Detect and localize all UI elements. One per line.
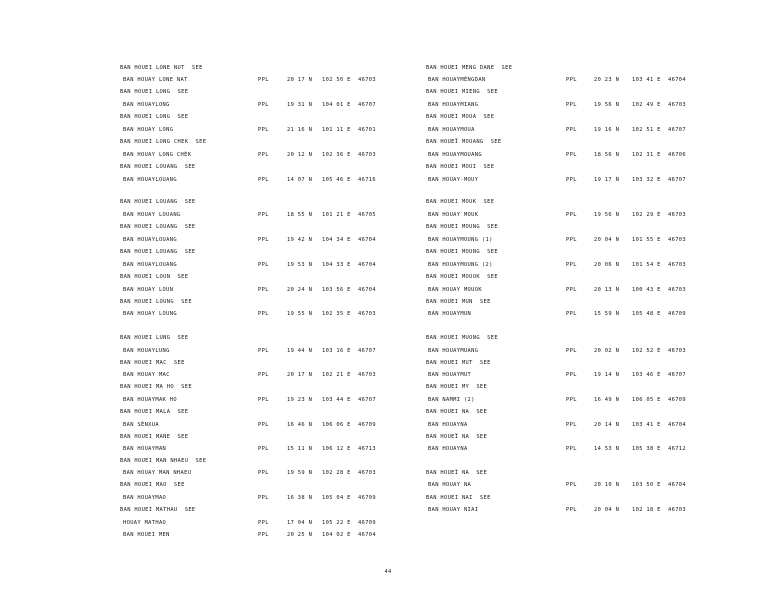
entry-lon: 104 02 E <box>322 532 351 538</box>
entry-name: BAN HOUEI MAN NHAEU SEE <box>120 458 207 464</box>
entry-name: BAN HOUEI MY SEE <box>426 384 488 390</box>
entry-name: BAN HOUEI MOUNG SEE <box>426 224 498 230</box>
entry-lat: 19 14 N <box>594 372 620 378</box>
entry-name: BAN HOUAYMÈNGDAN <box>428 77 486 83</box>
entry-lat: 16 49 N <box>594 397 620 403</box>
entry-lon: 102 18 E <box>632 507 661 513</box>
entry-type: PPL <box>258 422 269 428</box>
cross-reference-row <box>0 432 488 442</box>
entry-name: BAN HOUAYLOUANG <box>123 177 177 183</box>
entry-code: 46704 <box>358 287 376 293</box>
cross-reference-row <box>0 137 502 147</box>
entry-name: BAN HOUEI LONG SEE <box>120 114 189 120</box>
entry-type: PPL <box>566 77 577 83</box>
entry-type: PPL <box>566 102 577 108</box>
entry-lon: 102 36 E <box>322 152 351 158</box>
entry-name: BAN HOUEI MALA SEE <box>120 409 189 415</box>
entry-lon: 106 06 E <box>322 422 351 428</box>
entry-type: PPL <box>566 348 577 354</box>
entry-code: 46703 <box>358 152 376 158</box>
entry-lat: 19 44 N <box>287 348 313 354</box>
entry-name: BAN HOUAY-MOUY <box>428 177 479 183</box>
entry-name: BAN HOUEI MUN SEE <box>426 299 491 305</box>
entry-lon: 102 29 E <box>632 212 661 218</box>
entry-name: BAN SÈNXUA <box>123 422 159 428</box>
entry-lon: 101 21 E <box>322 212 351 218</box>
entry-code: 46713 <box>358 446 376 452</box>
entry-name: BAN HOUEI MA HO SEE <box>120 384 192 390</box>
entry-code: 46703 <box>668 262 686 268</box>
entry-lat: 16 38 N <box>287 495 313 501</box>
entry-name: BAN HOUAYMOUNG (1) <box>428 237 493 243</box>
entry-code: 46703 <box>358 311 376 317</box>
gazetteer-entry-row <box>0 260 686 270</box>
entry-name: BAN HOUEI MAO SEE <box>120 482 185 488</box>
entry-lat: 20 02 N <box>594 348 620 354</box>
entry-lat: 19 23 N <box>287 397 313 403</box>
entry-name: BAN HOUEI MENG DANE SEE <box>426 65 513 71</box>
entry-name: BAN HOUAY NIAI <box>428 507 479 513</box>
entry-name: BAN NAMMI (2) <box>428 397 475 403</box>
entry-code: 46703 <box>358 77 376 83</box>
entry-lat: 20 25 N <box>287 532 313 538</box>
entry-type: PPL <box>258 532 269 538</box>
gazetteer-entry-row <box>0 100 686 110</box>
entry-code: 46703 <box>668 348 686 354</box>
entry-name: BAN HOUEI LOUANG SEE <box>120 249 196 255</box>
gazetteer-entry-row <box>0 150 686 160</box>
entry-name: BAN HOUEI MIENG SEE <box>426 89 498 95</box>
entry-name: BAN HOUEI MOUOK SEE <box>426 274 498 280</box>
entry-name: BAN HOUEI MOUK SEE <box>426 199 495 205</box>
entry-lon: 102 28 E <box>322 470 351 476</box>
entry-name: BAN HOUEI MEN <box>123 532 170 538</box>
entry-lon: 102 31 E <box>632 152 661 158</box>
entry-lat: 19 17 N <box>594 177 620 183</box>
entry-type: PPL <box>258 152 269 158</box>
entry-lon: 103 56 E <box>322 287 351 293</box>
entry-code: 46703 <box>358 470 376 476</box>
entry-code: 46707 <box>358 397 376 403</box>
entry-name: BAN HOUEI LOUANG SEE <box>120 224 196 230</box>
entry-code: 46703 <box>668 287 686 293</box>
entry-lon: 103 41 E <box>632 422 661 428</box>
entry-lat: 19 56 N <box>594 212 620 218</box>
entry-code: 46709 <box>358 495 376 501</box>
entry-lat: 19 55 N <box>287 311 313 317</box>
entry-code: 46703 <box>668 102 686 108</box>
entry-lat: 19 42 N <box>287 237 313 243</box>
entry-lon: 101 55 E <box>632 237 661 243</box>
gazetteer-entry-row <box>0 395 686 405</box>
entry-name: BAN HOUEI LONE NUT SEE <box>120 65 203 71</box>
entry-name: BAN HOUAY NA <box>428 482 472 488</box>
entry-lat: 14 53 N <box>594 446 620 452</box>
entry-name: BAN HOUAYLUNG <box>123 348 170 354</box>
entry-lat: 20 06 N <box>594 262 620 268</box>
cross-reference-row <box>0 493 491 503</box>
entry-name: BAN HOUEÏ MOUANG SEE <box>426 139 502 145</box>
entry-name: BAN HOUAYMAK HO <box>123 397 177 403</box>
entry-lat: 18 55 N <box>287 212 313 218</box>
entry-name: BAN HOUAY MAN NHAEU <box>123 470 192 476</box>
entry-type: PPL <box>566 482 577 488</box>
entry-name: BAN HOUAY LOUANG <box>123 212 181 218</box>
entry-lon: 101 54 E <box>632 262 661 268</box>
entry-name: BAN HOUEI NA SEE <box>426 409 488 415</box>
entry-type: PPL <box>566 397 577 403</box>
gazetteer-entry-row <box>0 346 686 356</box>
cross-reference-row <box>0 358 491 368</box>
entry-name: BAN HOUAYNA <box>428 422 468 428</box>
entry-name: BAN HOUAYLOUANG <box>123 237 177 243</box>
entry-name: BAN HOUEI MAC SEE <box>120 360 185 366</box>
entry-code: 46716 <box>358 177 376 183</box>
entry-name: BAN HOUEI MATHAU SEE <box>120 507 196 513</box>
entry-name: BAN HOUEI LONG SEE <box>120 89 189 95</box>
entry-lon: 105 38 E <box>632 446 661 452</box>
cross-reference-row <box>0 197 495 207</box>
entry-code: 46703 <box>668 507 686 513</box>
entry-code: 46709 <box>358 520 376 526</box>
entry-lon: 103 46 E <box>632 372 661 378</box>
entry-lat: 20 04 N <box>594 237 620 243</box>
entry-name: BAN HOUEI MUONG SEE <box>426 335 498 341</box>
entry-type: PPL <box>258 237 269 243</box>
entry-type: PPL <box>258 212 269 218</box>
entry-lat: 19 53 N <box>287 262 313 268</box>
entry-name: BAN HOUAY LOUNG <box>123 311 177 317</box>
entry-name: BAN HOUAYMUANG <box>428 348 479 354</box>
entry-lat: 19 56 N <box>594 102 620 108</box>
cross-reference-row <box>0 333 498 343</box>
gazetteer-entry-row <box>0 75 686 85</box>
entry-code: 46706 <box>668 152 686 158</box>
entry-name: BAN HOUAYMIANG <box>428 102 479 108</box>
entry-name: BAN HOUAYMOUANG <box>428 152 482 158</box>
entry-type: PPL <box>258 262 269 268</box>
entry-name: BAN HOUAY LONG CHÈK <box>123 152 192 158</box>
gazetteer-entry-row <box>0 125 686 135</box>
entry-lat: 19 16 N <box>594 127 620 133</box>
gazetteer-entry-row <box>0 420 686 430</box>
entry-name: BAN HOUEI LOUANG SEE <box>120 199 196 205</box>
entry-lat: 15 11 N <box>287 446 313 452</box>
entry-lon: 103 32 E <box>632 177 661 183</box>
entry-type: PPL <box>258 495 269 501</box>
cross-reference-row <box>0 222 498 232</box>
entry-name: BAN HOUAYMOUA <box>428 127 475 133</box>
gazetteer-entry-row <box>0 175 686 185</box>
entry-code: 46703 <box>358 372 376 378</box>
gazetteer-entry-row <box>0 210 686 220</box>
entry-type: PPL <box>566 372 577 378</box>
entry-name: BAN HOUAY LOUN <box>123 287 174 293</box>
entry-lat: 19 31 N <box>287 102 313 108</box>
entry-lat: 17 04 N <box>287 520 313 526</box>
entry-name: BAN HOUEI LUNG SEE <box>120 335 189 341</box>
entry-lat: 20 23 N <box>594 77 620 83</box>
entry-lon: 102 35 E <box>322 311 351 317</box>
entry-type: PPL <box>258 520 269 526</box>
entry-type: PPL <box>258 311 269 317</box>
entry-type: PPL <box>258 470 269 476</box>
entry-type: PPL <box>258 397 269 403</box>
entry-lon: 104 01 E <box>322 102 351 108</box>
cross-reference-row <box>0 112 495 122</box>
cross-reference-row <box>0 87 498 97</box>
entry-type: PPL <box>566 507 577 513</box>
entry-lat: 20 13 N <box>594 287 620 293</box>
entry-code: 46707 <box>668 127 686 133</box>
cross-reference-row <box>0 468 488 478</box>
entry-code: 46704 <box>668 77 686 83</box>
entry-type: PPL <box>566 262 577 268</box>
entry-name: BAN HOUAY LONG <box>123 127 174 133</box>
cross-reference-row <box>0 272 498 282</box>
entry-lat: 20 04 N <box>594 507 620 513</box>
entry-type: PPL <box>566 212 577 218</box>
entry-lat: 20 17 N <box>287 372 313 378</box>
entry-code: 46709 <box>358 422 376 428</box>
entry-code: 46704 <box>668 422 686 428</box>
entry-type: PPL <box>258 372 269 378</box>
entry-lat: 21 16 N <box>287 127 313 133</box>
entry-lat: 20 24 N <box>287 287 313 293</box>
cross-reference-row <box>0 297 491 307</box>
entry-code: 46709 <box>668 311 686 317</box>
gazetteer-entry-row <box>0 235 686 245</box>
entry-type: PPL <box>258 77 269 83</box>
entry-type: PPL <box>258 348 269 354</box>
cross-reference-row <box>0 382 488 392</box>
entry-lat: 19 59 N <box>287 470 313 476</box>
gazetteer-entry-row <box>0 309 686 319</box>
entry-code: 46703 <box>668 237 686 243</box>
entry-lon: 103 41 E <box>632 77 661 83</box>
entry-lat: 20 17 N <box>287 77 313 83</box>
entry-lon: 102 21 E <box>322 372 351 378</box>
entry-type: PPL <box>566 237 577 243</box>
entry-lat: 18 56 N <box>594 152 620 158</box>
page-number: 44 <box>384 569 392 575</box>
entry-name: BAN HOUAY MOUOK <box>428 287 482 293</box>
entry-code: 46712 <box>668 446 686 452</box>
entry-code: 46707 <box>358 348 376 354</box>
entry-name: BAN HOUAYMAN <box>123 446 167 452</box>
entry-name: BAN HOUAYMAO <box>123 495 167 501</box>
entry-lat: 20 14 N <box>594 422 620 428</box>
entry-lon: 105 22 E <box>322 520 351 526</box>
entry-code: 46703 <box>668 212 686 218</box>
entry-type: PPL <box>566 177 577 183</box>
entry-name: HOUAY MATHAO <box>123 520 167 526</box>
entry-code: 46704 <box>358 237 376 243</box>
entry-lat: 16 46 N <box>287 422 313 428</box>
entry-name: BAN HOUAY MAC <box>123 372 170 378</box>
entry-lat: 15 59 N <box>594 311 620 317</box>
entry-name: BAN HOUEI MUT SEE <box>426 360 491 366</box>
entry-code: 46704 <box>668 482 686 488</box>
entry-name: BAN HOUEI MOUNG SEE <box>426 249 498 255</box>
entry-lon: 103 50 E <box>632 482 661 488</box>
entry-name: BAN HOUAYMOUNG (2) <box>428 262 493 268</box>
gazetteer-entry-row <box>0 285 686 295</box>
entry-lon: 103 44 E <box>322 397 351 403</box>
entry-name: BAN HOUAYMUN <box>428 311 472 317</box>
entry-lon: 100 43 E <box>632 287 661 293</box>
entry-name: BAN HOUEI LOUNG SEE <box>120 299 192 305</box>
entry-name: BAN HOUEI LOUANG SEE <box>120 164 196 170</box>
entry-name: BAN HOUAYLONG <box>123 102 170 108</box>
entry-lon: 106 05 E <box>632 397 661 403</box>
entry-lon: 105 04 E <box>322 495 351 501</box>
cross-reference-row <box>0 407 488 417</box>
entry-name: BAN HOUAY MOUK <box>428 212 479 218</box>
entry-code: 46705 <box>358 212 376 218</box>
entry-name: BAN HOUEÏ NA SEE <box>426 434 488 440</box>
entry-type: PPL <box>566 152 577 158</box>
gazetteer-entry-row <box>0 444 686 454</box>
entry-name: BAN HOUEÏ NA SEE <box>426 470 488 476</box>
entry-name: BAN HOUEI NAI SEE <box>426 495 491 501</box>
entry-type: PPL <box>566 127 577 133</box>
entry-code: 46701 <box>358 127 376 133</box>
entry-lon: 102 51 E <box>632 127 661 133</box>
entry-code: 46707 <box>668 372 686 378</box>
entry-code: 46704 <box>358 532 376 538</box>
entry-lon: 104 34 E <box>322 237 351 243</box>
entry-name: BAN HOUAYMUT <box>428 372 472 378</box>
entry-type: PPL <box>566 311 577 317</box>
entry-lat: 20 12 N <box>287 152 313 158</box>
entry-lon: 104 33 E <box>322 262 351 268</box>
entry-type: PPL <box>258 287 269 293</box>
entry-lon: 103 16 E <box>322 348 351 354</box>
gazetteer-entry-row <box>0 480 686 490</box>
entry-lon: 102 49 E <box>632 102 661 108</box>
entry-lon: 106 12 E <box>322 446 351 452</box>
entry-name: BAN HOUEI MOUI SEE <box>426 164 495 170</box>
entry-lon: 101 11 E <box>322 127 351 133</box>
entry-lon: 105 48 E <box>632 311 661 317</box>
cross-reference-row <box>0 247 498 257</box>
entry-code: 46707 <box>668 177 686 183</box>
cross-reference-row <box>0 63 513 73</box>
entry-name: BAN HOUAY LONE NAT <box>123 77 188 83</box>
entry-lat: 20 10 N <box>594 482 620 488</box>
cross-reference-row <box>0 162 495 172</box>
entry-name: BAN HOUAYNA <box>428 446 468 452</box>
entry-name: BAN HOUEI MANE SEE <box>120 434 189 440</box>
entry-code: 46704 <box>358 262 376 268</box>
entry-lon: 102 50 E <box>322 77 351 83</box>
entry-type: PPL <box>258 127 269 133</box>
entry-name: BAN HOUAYLOUANG <box>123 262 177 268</box>
entry-type: PPL <box>258 102 269 108</box>
gazetteer-entry-row <box>0 505 686 515</box>
entry-type: PPL <box>258 446 269 452</box>
entry-code: 46707 <box>358 102 376 108</box>
entry-lon: 102 52 E <box>632 348 661 354</box>
entry-lon: 105 46 E <box>322 177 351 183</box>
entry-type: PPL <box>258 177 269 183</box>
entry-name: BAN HOUEI MOUA SEE <box>426 114 495 120</box>
entry-name: BAN HOUEI LOUN SEE <box>120 274 189 280</box>
entry-code: 46709 <box>668 397 686 403</box>
entry-lat: 14 07 N <box>287 177 313 183</box>
entry-type: PPL <box>566 446 577 452</box>
gazetteer-entry-row <box>0 370 686 380</box>
entry-type: PPL <box>566 422 577 428</box>
entry-name: BAN HOUEI LONG CHEK SEE <box>120 139 207 145</box>
entry-type: PPL <box>566 287 577 293</box>
